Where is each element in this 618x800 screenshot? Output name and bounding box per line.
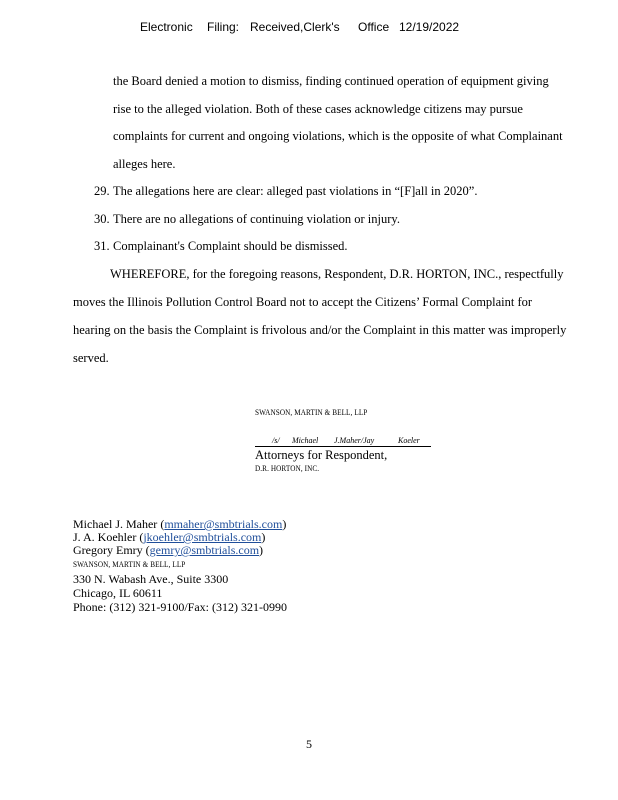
item-number: 30. — [94, 212, 110, 226]
email-link-koehler[interactable]: jkoehler@smbtrials.com — [143, 530, 262, 544]
signature-firm-name: SWANSON, MARTIN & BELL, LLP — [255, 408, 368, 417]
contact-koehler: J. A. Koehler (jkoehler@smbtrials.com) — [73, 530, 266, 544]
contact-phone-fax: Phone: (312) 321-9100/Fax: (312) 321-0990 — [73, 600, 287, 614]
header-filing: Filing: — [207, 20, 240, 34]
contact-emry-name: Gregory Emry — [73, 543, 143, 557]
contact-maher-name: Michael J. Maher — [73, 517, 158, 531]
body-line: alleges here. — [113, 157, 176, 171]
contact-firm-name: SWANSON, MARTIN & BELL, LLP — [73, 560, 186, 569]
item-text: There are no allegations of continuing violation or injury. — [113, 212, 400, 226]
signature-last-name: Koeler — [398, 436, 420, 445]
item-text: The allegations here are clear: alleged past violations in “[F]all in 2020”. — [113, 184, 478, 198]
header-office: Office — [358, 20, 390, 34]
email-link-emry[interactable]: gemry@smbtrials.com — [149, 543, 260, 557]
signature-first-name: Michael — [292, 436, 319, 445]
attorneys-for: Attorneys for Respondent, — [255, 448, 388, 462]
contact-address-1: 330 N. Wabash Ave., Suite 3300 — [73, 572, 229, 586]
item-number: 29. — [94, 184, 110, 198]
header-date: 12/19/2022 — [399, 20, 460, 34]
signature-line — [255, 446, 431, 447]
client-name: D.R. HORTON, INC. — [255, 464, 320, 473]
contact-emry: Gregory Emry (gemry@smbtrials.com) — [73, 543, 264, 557]
page-number: 5 — [306, 737, 312, 751]
contact-koehler-name: J. A. Koehler — [73, 530, 137, 544]
header-electronic: Electronic — [140, 20, 193, 34]
wherefore-line: WHEREFORE, for the foregoing reasons, Respondent, D.R. HORTON, INC., respectfully — [110, 267, 564, 281]
header-received: Received,Clerk's — [250, 20, 340, 34]
wherefore-line: hearing on the basis the Complaint is frivolous and/or the Complaint in this matter was improperly — [73, 323, 567, 337]
contact-maher: Michael J. Maher (mmaher@smbtrials.com) — [73, 517, 287, 531]
signature-s-mark: /s/ — [272, 436, 280, 445]
wherefore-line: served. — [73, 351, 109, 365]
email-link-maher[interactable]: mmaher@smbtrials.com — [164, 517, 283, 531]
item-text: Complainant's Complaint should be dismissed. — [113, 239, 348, 253]
body-line: complaints for current and ongoing violations, which is the opposite of what Complainant — [113, 129, 563, 143]
wherefore-line: moves the Illinois Pollution Control Board not to accept the Citizens’ Formal Complaint for — [73, 295, 533, 309]
contact-address-2: Chicago, IL 60611 — [73, 586, 163, 600]
body-line: rise to the alleged violation. Both of these cases acknowledge citizens may pursue — [113, 102, 523, 116]
signature-middle: J.Maher/Jay — [334, 436, 375, 445]
body-line: the Board denied a motion to dismiss, finding continued operation of equipment giving — [113, 74, 549, 88]
item-number: 31. — [94, 239, 110, 253]
